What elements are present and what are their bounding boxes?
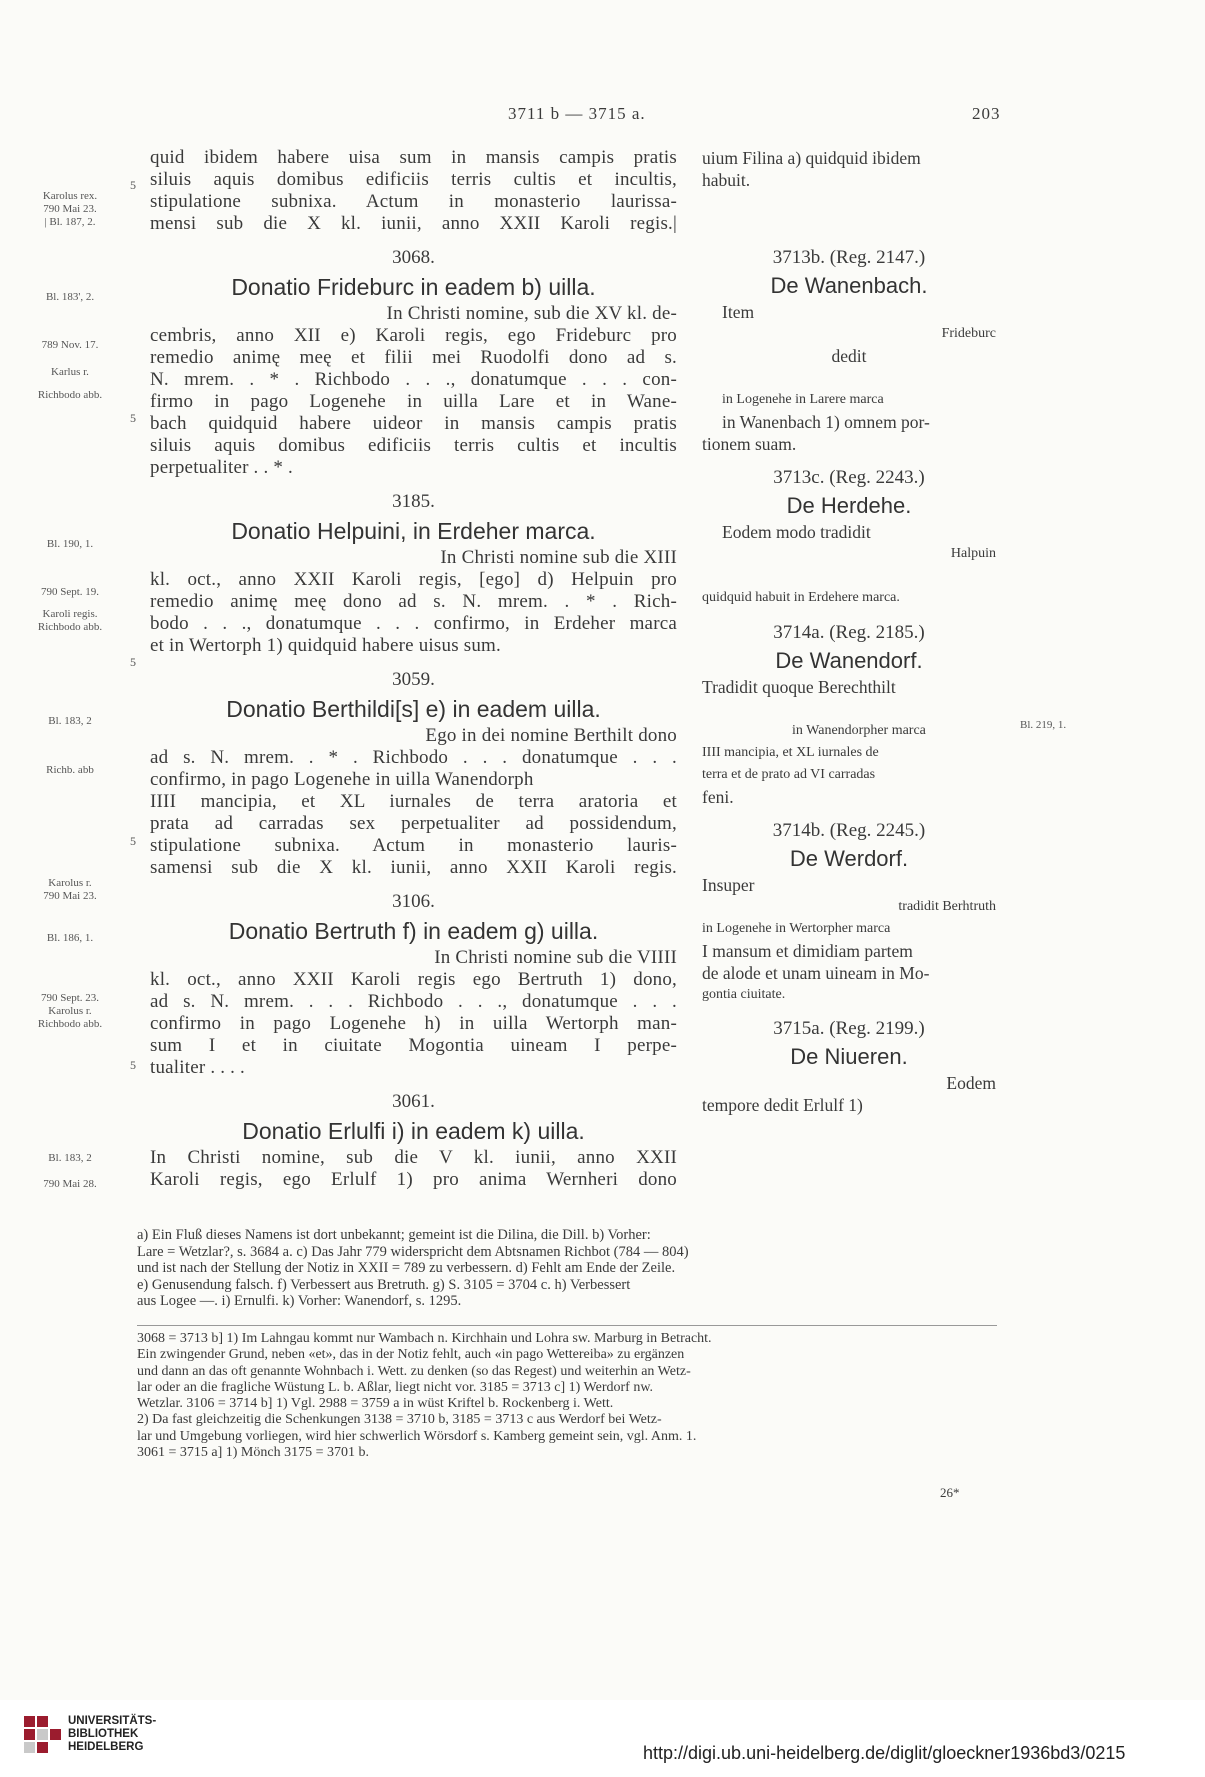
charter-title: De Wanendorf.	[775, 648, 923, 673]
text-line: kl. oct., anno XXII Karoli regis ego Bertruth 1) dono,	[150, 969, 677, 990]
margin-note: 790 Sept. 23. Karolus r. Richbodo abb.	[37, 992, 103, 1030]
text-line: quidquid habuit in Erdehere marca.	[702, 590, 900, 605]
charter-number: 3061.	[392, 1091, 435, 1112]
footnote-line: 2) Da fast gleichzeitig die Schenkungen 3138 = 3710 b, 3185 = 3713 c aus Werdorf bei Wetz-	[137, 1412, 662, 1428]
text-line: terra et de prato ad VI carradas	[702, 767, 876, 782]
charter-title: De Werdorf.	[789, 846, 909, 871]
footnote-line: Wetzlar. 3106 = 3714 b] 1) Vgl. 2988 = 3759 a in wüst Kriftel b. Rockenberg i. Wett.	[137, 1396, 614, 1412]
charter-number: 3713b. (Reg. 2147.)	[772, 247, 926, 268]
text-line: tradidit Berhtruth	[898, 899, 996, 914]
text-line: IIII mancipia, et XL iurnales de terra aratoria et	[150, 791, 677, 812]
text-line: tionem suam.	[702, 434, 797, 454]
text-line: tempore dedit Erlulf 1)	[702, 1095, 863, 1115]
text-line	[702, 565, 996, 587]
text-line: stipulatione subnixa. Actum in monasterio lauris-	[150, 835, 677, 856]
footnote-line: aus Logee —. i) Ernulfi. k) Vorher: Wanendorf, s. 1295.	[137, 1293, 462, 1309]
charter-title: Donatio Berthildi[s] e) in eadem uilla.	[226, 696, 601, 722]
text-line: remedio animę meę et filii mei Ruodolfi dono ad s.	[150, 347, 677, 368]
text-line: tualiter . . . .	[150, 1057, 246, 1078]
text-line: quid ibidem habere uisa sum in mansis campis pratis	[150, 147, 677, 168]
charter-title: Donatio Erlulfi i) in eadem k) uilla.	[242, 1118, 585, 1144]
footnotes-topographic	[137, 1331, 997, 1461]
text-line: confirmo in pago Logenehe h) in uilla Wertorph man-	[150, 1013, 677, 1034]
text-line	[702, 367, 996, 389]
right-margin-note: Bl. 219, 1.	[1020, 719, 1067, 731]
margin-note: 790 Mai 28.	[43, 1178, 97, 1190]
charter-title: De Wanenbach.	[770, 273, 928, 298]
charter-number: 3714b. (Reg. 2245.)	[772, 820, 926, 841]
margin-note: Bl. 183, 2	[48, 715, 92, 727]
text-line: de alode et unam uineam in Mo-	[702, 963, 930, 983]
text-line: in Logenehe in Larere marca	[722, 392, 884, 407]
charter-number: 3106.	[392, 891, 435, 912]
charter-number: 3185.	[392, 491, 435, 512]
text-line: In Christi nomine sub die XIII	[440, 547, 677, 568]
line-number: 5	[130, 655, 136, 669]
footnotes-critical	[137, 1227, 997, 1310]
page-number: 203	[972, 104, 1001, 123]
text-line: habuit.	[702, 170, 751, 190]
text-line: kl. oct., anno XXII Karoli regis, [ego] d) Helpuin pro	[150, 569, 677, 590]
text-line: siluis aquis domibus edificiis terris cultis et incultis,	[150, 169, 677, 190]
text-line: IIII mancipia, et XL iurnales de	[702, 745, 879, 760]
page-header-range: 3711 b — 3715 a.	[508, 104, 646, 123]
text-line: cembris, anno XII e) Karoli regis, ego Frideburc pro	[150, 325, 677, 346]
charter-title: De Herdehe.	[786, 493, 912, 518]
text-line: mensi sub die X kl. iunii, anno XXII Karoli regis.|	[150, 213, 677, 234]
text-line: prata ad carradas sex perpetualiter ad possidendum,	[150, 813, 677, 834]
library-name-line: UNIVERSITÄTS-	[68, 1715, 157, 1727]
text-line: ad s. N. mrem. . * . Richbodo . . . donatumque . . .	[150, 747, 677, 768]
text-line: perpetualiter . . * .	[150, 457, 293, 478]
line-number: 5	[130, 834, 136, 848]
text-line	[702, 698, 996, 720]
charter-title: Donatio Bertruth f) in eadem g) uilla.	[228, 918, 599, 944]
margin-note: Karlus r.	[51, 366, 89, 378]
text-line: confirmo, in pago Logenehe in uilla Wanendorph	[150, 769, 534, 790]
library-name	[68, 1715, 156, 1754]
text-line: et in Wertorph 1) quidquid habere uisus sum.	[150, 635, 501, 656]
text-line: feni.	[702, 787, 734, 807]
text-line: Eodem	[946, 1073, 996, 1093]
text-line: gontia ciuitate.	[702, 987, 786, 1002]
text-line: In Christi nomine, sub die XV kl. de-	[386, 303, 677, 324]
margin-note: Karolus rex. 790 Mai 23. | Bl. 187, 2.	[42, 190, 98, 228]
footnote-line: Ein zwingender Grund, neben «et», das in der Notiz fehlt, auch «in pago Wettereiba» zu ergänzen	[137, 1347, 685, 1363]
margin-note: Karoli regis. Richbodo abb.	[37, 608, 103, 633]
text-line: In Christi nomine sub die VIIII	[434, 947, 677, 968]
source-url-link[interactable]: http://digi.ub.uni-heidelberg.de/diglit/gloeckner1936bd3/0215	[643, 1743, 1126, 1763]
footnote-line: a) Ein Fluß dieses Namens ist dort unbekannt; gemeint ist die Dilina, die Dill. b) Vorher:	[137, 1227, 651, 1243]
text-line: siluis aquis domibus edificiis terris cultis et incultis	[150, 435, 677, 456]
library-name-line: HEIDELBERG	[68, 1741, 144, 1753]
line-number: 5	[130, 178, 136, 192]
text-line: bodo . . ., donatumque . . . confirmo, in Erdeher marca	[150, 613, 677, 634]
charter-number: 3713c. (Reg. 2243.)	[773, 467, 925, 488]
text-line: bach quidquid habere uideor in mansis campis pratis	[150, 413, 677, 434]
text-line: Item	[722, 302, 755, 322]
charter-number: 3059.	[392, 669, 435, 690]
footnote-line: und ist nach der Stellung der Notiz in XXII = 789 zu verbessern. d) Fehlt am Ende der Zeile.	[137, 1260, 676, 1276]
line-number: 5	[130, 1058, 136, 1072]
text-line: uium Filina a) quidquid ibidem	[702, 148, 921, 168]
text-line: N. mrem. . * . Richbodo . . ., donatumque . . . con-	[150, 369, 677, 390]
text-line: stipulatione subnixa. Actum in monasterio laurissa-	[150, 191, 677, 212]
text-line: in Wanenbach 1) omnem por-	[722, 412, 930, 432]
charter-title: Donatio Helpuini, in Erdeher marca.	[231, 518, 596, 544]
margin-note: Bl. 190, 1.	[46, 538, 94, 550]
charter-title: De Niueren.	[790, 1044, 908, 1069]
footnote-line: lar oder an die fragliche Wüstung L. b. Aßlar, liegt nicht vor. 3185 = 3713 c] 1) Werdorf nw.	[137, 1379, 654, 1395]
text-line: ad s. N. mrem. . . . Richbodo . . ., donatumque . . .	[150, 991, 677, 1012]
footnote-line: Lare = Wetzlar?, s. 3684 a. c) Das Jahr 779 widerspricht dem Abtsnamen Richbot (784 — 804)	[137, 1243, 689, 1260]
footnote-line: 3061 = 3715 a] 1) Mönch 3175 = 3701 b.	[137, 1445, 369, 1461]
text-line: samensi sub die X kl. iunii, anno XXII Karoli regis.	[150, 857, 677, 878]
charter-title: Donatio Frideburc in eadem b) uilla.	[231, 274, 596, 300]
margin-note: 789 Nov. 17.	[41, 339, 99, 351]
line-number: 5	[130, 411, 136, 425]
text-line: I mansum et dimidiam partem	[702, 941, 913, 961]
text-line: dedit	[831, 346, 867, 366]
margin-note: Bl. 183', 2.	[45, 291, 95, 303]
margin-note: Karolus r. 790 Mai 23.	[43, 877, 97, 902]
footnote-divider	[137, 1325, 997, 1326]
text-line: firmo in pago Logenehe in uilla Lare et in Wane-	[150, 391, 677, 412]
text-line: Halpuin	[950, 546, 996, 561]
charter-number: 3714a. (Reg. 2185.)	[773, 622, 925, 643]
text-line: in Wanendorpher marca	[792, 723, 926, 738]
charter-number: 3068.	[392, 247, 435, 268]
margin-note: Richbodo abb.	[37, 389, 103, 401]
text-line: Karoli regis, ego Erlulf 1) pro anima Wernheri dono	[150, 1169, 677, 1190]
footnote-line: 3068 = 3713 b] 1) Im Lahngau kommt nur Wambach n. Kirchhain und Lohra sw. Marburg in Betracht.	[137, 1331, 712, 1346]
sheet-signature: 26*	[940, 1485, 960, 1500]
library-name-line: BIBLIOTHEK	[68, 1728, 139, 1740]
margin-note: 790 Sept. 19.	[40, 586, 100, 598]
text-line: Eodem modo tradidit	[722, 522, 871, 542]
text-line: remedio animę meę dono ad s. N. mrem. . * . Rich-	[150, 591, 677, 612]
text-line: sum I et in ciuitate Mogontia uineam I perpe-	[150, 1035, 677, 1056]
text-line: in Logenehe in Wertorpher marca	[702, 921, 891, 936]
text-line: In Christi nomine, sub die V kl. iunii, anno XXII	[150, 1147, 677, 1168]
text-line: Tradidit quoque Berechthilt	[702, 677, 896, 697]
footnote-line: lar und Umgebung vorliegen, wird hier schwerlich Wörsdorf s. Kamberg gemeint sein, vgl. Anm. 1.	[137, 1428, 697, 1444]
library-logo-icon	[24, 1716, 62, 1759]
charter-number: 3715a. (Reg. 2199.)	[773, 1018, 925, 1039]
text-line: Frideburc	[941, 326, 996, 341]
text-line: Ego in dei nomine Berthilt dono	[425, 725, 677, 746]
viewer-footer	[0, 1700, 1205, 1777]
right-column	[702, 147, 996, 1116]
intro-text	[150, 147, 677, 235]
footnote-line: und dann an das oft genannte Wohnbach i. Wett. zu denken (so das Regest) und weiterhin an Wetz-	[137, 1363, 691, 1379]
margin-note: Bl. 183, 2	[48, 1152, 92, 1164]
text-line: Insuper	[702, 875, 755, 895]
left-column	[150, 147, 677, 1191]
footnote-line: e) Genusendung falsch. f) Verbessert aus Bretruth. g) S. 3105 = 3704 c. h) Verbessert	[137, 1276, 631, 1293]
margin-note: Bl. 186, 1.	[46, 932, 94, 944]
margin-note: Richb. abb	[46, 764, 94, 776]
